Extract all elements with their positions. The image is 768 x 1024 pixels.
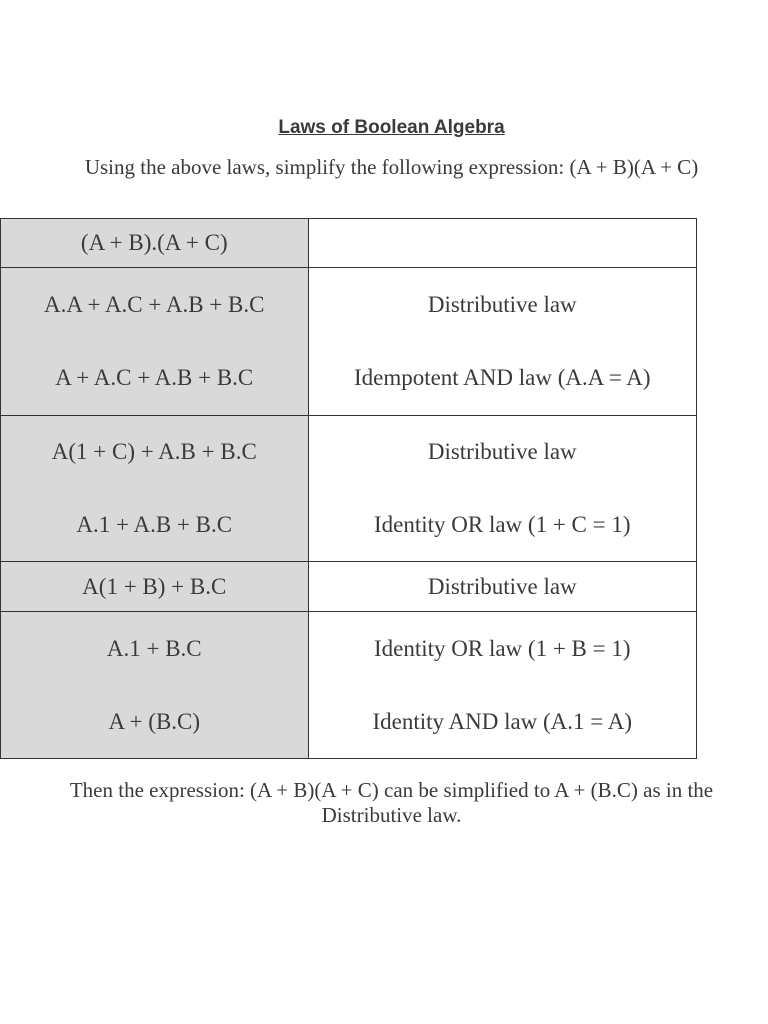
table-row bbox=[1, 416, 697, 489]
law-cell: Idempotent AND law (A.A = A) bbox=[308, 342, 696, 416]
table-row bbox=[1, 268, 697, 342]
law-cell: Distributive law bbox=[308, 416, 696, 489]
expression-cell: A(1 + B) + B.C bbox=[1, 562, 309, 612]
expression-cell: A.1 + A.B + B.C bbox=[1, 489, 309, 562]
conclusion-text: Then the expression: (A + B)(A + C) can be simplified to A + (B.C) as in the Distributive law. bbox=[69, 778, 714, 827]
table-row bbox=[1, 489, 697, 562]
table-row bbox=[1, 342, 697, 416]
law-cell: Distributive law bbox=[308, 562, 696, 612]
law-cell: Identity OR law (1 + C = 1) bbox=[308, 489, 696, 562]
expression-cell: A.1 + B.C bbox=[1, 612, 309, 686]
table-row bbox=[1, 612, 697, 686]
document-title: Laws of Boolean Algebra bbox=[278, 117, 505, 138]
law-cell bbox=[308, 219, 696, 268]
expression-cell: A(1 + C) + A.B + B.C bbox=[1, 416, 309, 489]
table-row bbox=[1, 219, 697, 268]
law-cell: Identity AND law (A.1 = A) bbox=[308, 686, 696, 759]
expression-cell: A + (B.C) bbox=[1, 686, 309, 759]
table-row bbox=[1, 562, 697, 612]
instruction-text: Using the above laws, simplify the following expression: (A + B)(A + C) bbox=[84, 155, 699, 179]
law-cell: Identity OR law (1 + B = 1) bbox=[308, 612, 696, 686]
table-row bbox=[1, 686, 697, 759]
expression-cell: A + A.C + A.B + B.C bbox=[1, 342, 309, 416]
law-cell: Distributive law bbox=[308, 268, 696, 342]
expression-cell: (A + B).(A + C) bbox=[1, 219, 309, 268]
expression-cell: A.A + A.C + A.B + B.C bbox=[1, 268, 309, 342]
simplification-table bbox=[0, 218, 697, 759]
